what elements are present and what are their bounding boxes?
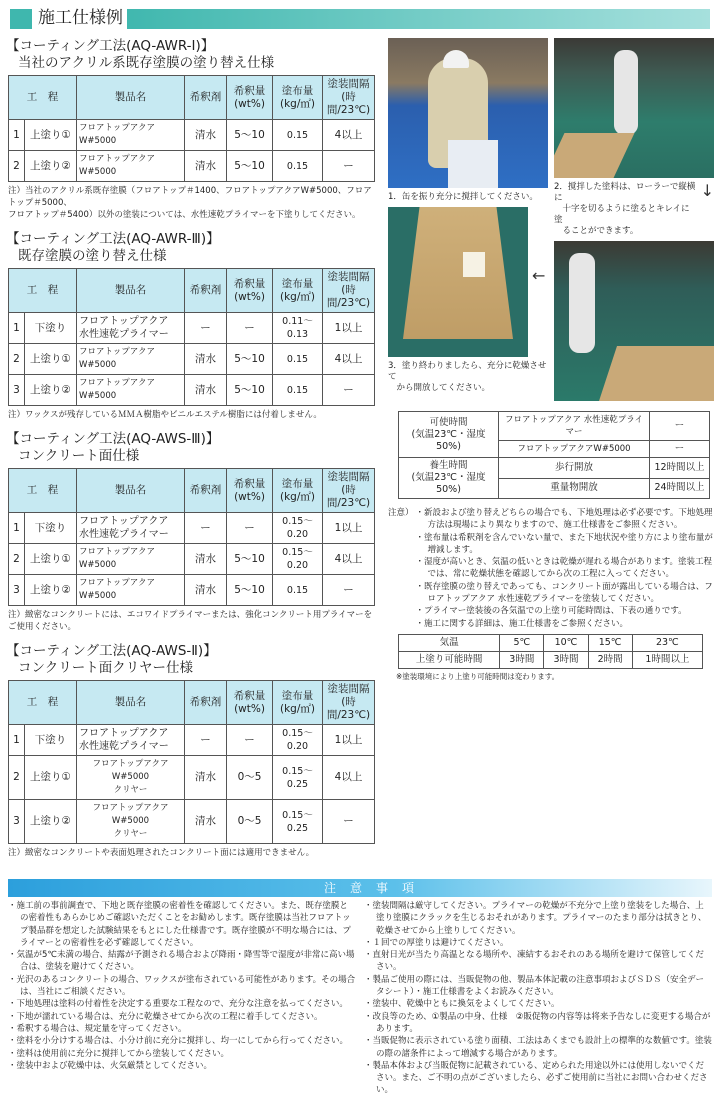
product-name: フロアトップアクアW#5000: [77, 575, 185, 606]
thinner: ー: [185, 313, 227, 344]
caution-item: ・ 下地処理は塗料の付着性を決定する重要な工程なので、充分な注意を払ってください。: [8, 998, 356, 1010]
step-name: 上塗り②: [25, 375, 77, 406]
table-row: [9, 313, 375, 344]
recoat-value: 2時間: [588, 651, 632, 668]
interval: 4以上: [323, 344, 375, 375]
product-name: フロアトップアクアW#5000: [77, 120, 185, 151]
thinner-ratio: ー: [227, 725, 273, 756]
header-square-decoration: [10, 9, 32, 29]
product-name: フロアトップアクア 水性速乾プライマー: [77, 725, 185, 756]
column-header: 工 程: [9, 469, 77, 513]
spec-table: [8, 680, 375, 844]
photo-rolling-floor: [554, 38, 714, 178]
column-header: 希釈量 (wt%): [227, 76, 273, 120]
step-number: 1: [9, 513, 25, 544]
cure-value: 24時間以上: [650, 478, 710, 499]
product-name: フロアトップアクアW#5000 クリヤー: [77, 800, 185, 844]
caution-list-right: [364, 900, 712, 1097]
step-number: 3: [9, 575, 25, 606]
step-name: 上塗り②: [25, 800, 77, 844]
caution-item: ・ 光沢のあるコンクリートの場合、ワックスが塗布されている可能性があります。その場合は、当社にご相談ください。: [8, 974, 356, 999]
column-header: 製品名: [77, 76, 185, 120]
thinner-ratio: 5〜10: [227, 544, 273, 575]
step-name: 下塗り: [25, 513, 77, 544]
photo-column-left: [388, 38, 548, 401]
column-header: 塗装間隔 (時間/23℃): [323, 269, 375, 313]
page-title: 施工仕様例: [38, 6, 127, 30]
pot-value: ー: [650, 441, 710, 458]
table-row: [9, 513, 375, 544]
spec-section-3: [6, 431, 380, 633]
recoat-value: 23℃: [632, 634, 702, 651]
caution-item: ・ 施工に関する詳細は、施工仕様書をご参照ください。: [416, 618, 714, 630]
column-header: 希釈剤: [185, 269, 227, 313]
recoat-value: 10℃: [544, 634, 588, 651]
coverage: 0.15〜0.20: [273, 725, 323, 756]
table-row: [9, 120, 375, 151]
coverage: 0.11〜0.13: [273, 313, 323, 344]
section-title: 【コーティング工法(AQ-AWS-Ⅲ)】: [6, 431, 220, 447]
caution-item: ・ 当販促物に表示されている塗り面積、工法はあくまでも設計上の標準的な数値です。塗装の際の諸条件によって増減する場合があります。: [364, 1035, 712, 1060]
column-header: 製品名: [77, 681, 185, 725]
recoat-value: 5℃: [500, 634, 544, 651]
thinner-ratio: 0〜5: [227, 756, 273, 800]
recoat-row: [399, 634, 703, 651]
caution-notes-block: [388, 507, 714, 630]
caution-item: ・ 既存塗膜の塗り替えであっても、コンクリート面が露出している場合は、フロアトップアクア 水性速乾プライマーを塗装してください。: [416, 581, 714, 606]
spec-table: [8, 75, 375, 182]
section-title: 【コーティング工法(AQ-AWS-Ⅱ)】: [6, 643, 217, 659]
thinner: ー: [185, 725, 227, 756]
caution-item: ・ 製品ご使用の際には、当販促物の他、製品本体記載の注意事項およびＳＤＳ（安全データシート）・施工仕様書をよくお読みください。: [364, 974, 712, 999]
step-number: 1: [9, 313, 25, 344]
caution-item: ・ １回での厚塗りは避けてください。: [364, 937, 712, 949]
procedure-column: [388, 38, 714, 682]
coverage: 0.15〜0.20: [273, 513, 323, 544]
spec-section-2: [6, 231, 380, 421]
step-number: 3: [9, 375, 25, 406]
step-name: 上塗り②: [25, 151, 77, 182]
coverage: 0.15〜0.25: [273, 800, 323, 844]
photo-caption-1: 1．缶を振り充分に撹拌してください。: [388, 192, 538, 202]
table-row: [9, 725, 375, 756]
caution-item: ・ 塗装中、乾燥中ともに換気をよくしてください。: [364, 998, 712, 1010]
thinner: 清水: [185, 375, 227, 406]
caution-prefix: 注意）: [388, 508, 414, 518]
step-number: 1: [9, 120, 25, 151]
step-name: 上塗り①: [25, 344, 77, 375]
pot-life-label: 可使時間 (気温23℃・湿度50%): [399, 412, 499, 458]
table-row: [9, 151, 375, 182]
step-name: 下塗り: [25, 313, 77, 344]
caution-notes-right: [416, 507, 714, 630]
section-note: 注）緻密なコンクリートや表面処理されたコンクリート面には適用できません。: [8, 848, 315, 858]
product-name: フロアトップアクアW#5000: [77, 151, 185, 182]
column-header: 希釈剤: [185, 681, 227, 725]
step-number: 3: [9, 800, 25, 844]
coverage: 0.15〜0.20: [273, 544, 323, 575]
thinner: ー: [185, 513, 227, 544]
caution-item: ・ 塗料を小分けする場合は、小分け前に充分に撹拌し、均一にしてから行ってください。: [8, 1035, 356, 1047]
thinner: 清水: [185, 575, 227, 606]
thinner-ratio: 5〜10: [227, 151, 273, 182]
column-header: 希釈量 (wt%): [227, 681, 273, 725]
table-header-row: [9, 76, 375, 120]
thinner-ratio: 5〜10: [227, 575, 273, 606]
caution-item: ・ 塗布量は希釈剤を含んでいない量で、また下地状況や塗り方により塗布量が増減します。: [416, 532, 714, 557]
recoat-value: 3時間: [544, 651, 588, 668]
spec-section-4: [6, 643, 380, 859]
section-title: 【コーティング工法(AQ-AWR-Ⅰ)】: [6, 38, 215, 54]
section-subtitle: 当社のアクリル系既存塗膜の塗り替え仕様: [18, 55, 275, 71]
section-note: 注）当社のアクリル系既存塗膜（フロアトップ＃1400、フロアトップアクアW#5000、フロアトップ＃5000、 フロアトップ＃5400）以外の塗装については、水性速乾プライマーを下塗りしてください。: [8, 186, 372, 220]
table-row: [9, 800, 375, 844]
table-header-row: [9, 681, 375, 725]
step-number: 1: [9, 725, 25, 756]
caution-item: ・ 気温が5℃未満の場合、結露が予測される場合および降雨・降雪等で湿度が非常に高い場合は、塗装を避けてください。: [8, 949, 356, 974]
coverage: 0.15: [273, 575, 323, 606]
recoat-value: 15℃: [588, 634, 632, 651]
arrow-down-icon: ↓: [700, 181, 714, 200]
section-subtitle: 既存塗膜の塗り替え仕様: [18, 248, 167, 264]
thinner: 清水: [185, 120, 227, 151]
column-header: 塗布量 (kg/㎡): [273, 469, 323, 513]
table-row: [9, 756, 375, 800]
section-subtitle: コンクリート面仕様: [18, 448, 140, 464]
thinner: 清水: [185, 151, 227, 182]
spec-column: [6, 38, 380, 869]
caution-lists: [0, 897, 720, 1105]
column-header: 工 程: [9, 681, 77, 725]
caution-item: ・ 下地が濡れている場合は、充分に乾燥させてから次の工程に着手してください。: [8, 1011, 356, 1023]
column-header: 塗布量 (kg/㎡): [273, 269, 323, 313]
column-header: 希釈量 (wt%): [227, 469, 273, 513]
thinner-ratio: 5〜10: [227, 375, 273, 406]
interval: 4以上: [323, 544, 375, 575]
recoat-value: 1時間以上: [632, 651, 702, 668]
caution-item: ・ 塗料は使用前に充分に撹拌してから塗装してください。: [8, 1048, 356, 1060]
table-row: [9, 344, 375, 375]
product-name: フロアトップアクア 水性速乾プライマー: [77, 513, 185, 544]
product-name: フロアトップアクアW#5000: [77, 344, 185, 375]
main-content: [0, 30, 720, 869]
thinner-ratio: 5〜10: [227, 120, 273, 151]
arrow-left-icon: ←: [532, 266, 546, 285]
time-table: [398, 411, 710, 499]
photo-column-right: [554, 38, 714, 401]
product-name: フロアトップアクアW#5000 クリヤー: [77, 756, 185, 800]
pot-product: フロアトップアクア 水性速乾プライマー: [499, 412, 650, 441]
column-header: 塗布量 (kg/㎡): [273, 681, 323, 725]
section-note: 注）ワックスが残存しているＭＭＡ樹脂やビニルエステル樹脂には付着しません。: [8, 410, 322, 420]
interval: ー: [323, 375, 375, 406]
coverage: 0.15: [273, 120, 323, 151]
photo-stirring-can: [388, 38, 548, 188]
caution-item: ・ プライマー塗装後の各気温での上塗り可能時間は、下表の通りです。: [416, 605, 714, 617]
photo-caption-3: 3．塗り終わりましたら、充分に乾燥させて から開放してください。: [388, 361, 547, 393]
caution-item: ・ 新設および塗り替えどちらの場合でも、下地処理は必ず必要です。下地処理方法は現場により異なりますので、施工仕様書をご参照ください。: [416, 507, 714, 532]
column-header: 希釈量 (wt%): [227, 269, 273, 313]
thinner: 清水: [185, 344, 227, 375]
page-header: [8, 6, 712, 30]
product-name: フロアトップアクアW#5000: [77, 544, 185, 575]
cure-type: 重量物開放: [499, 478, 650, 499]
caution-list-left: [8, 900, 356, 1097]
table-header-row: [9, 469, 375, 513]
step-name: 上塗り①: [25, 756, 77, 800]
step-name: 上塗り①: [25, 120, 77, 151]
spec-table: [8, 468, 375, 606]
spec-section-1: [6, 38, 380, 221]
interval: ー: [323, 151, 375, 182]
recoat-label: 上塗り可能時間: [399, 651, 500, 668]
table-row: [9, 575, 375, 606]
table-row: [9, 544, 375, 575]
caution-banner: [8, 879, 712, 897]
thinner-ratio: 0〜5: [227, 800, 273, 844]
step-name: 下塗り: [25, 725, 77, 756]
cure-type: 歩行開放: [499, 458, 650, 479]
coverage: 0.15: [273, 344, 323, 375]
caution-item: ・ 施工前の事前調査で、下地と既存塗膜の密着性を確認してください。また、既存塗膜との密着性もあらかじめご確認いただくことをお勧めします。既存塗膜は当社フロアトップ製品群を想定した試験結果をもとにした仕様書です。既存塗膜が不明な場合には、プライマーとの密着性を必ず確認してください。: [8, 900, 356, 949]
interval: 4以上: [323, 120, 375, 151]
column-header: 工 程: [9, 269, 77, 313]
photo-steps: [388, 38, 714, 401]
column-header: 希釈剤: [185, 469, 227, 513]
caption-row-2: [554, 182, 714, 237]
caution-item: ・ 塗装中および乾燥中は、火気厳禁としてください。: [8, 1060, 356, 1072]
step-number: 2: [9, 151, 25, 182]
caution-item: ・ 直射日光が当たり高温となる場所や、凍結するおそれのある場所を避けて保管してください。: [364, 949, 712, 974]
caution-banner-title: 注意事項: [324, 881, 429, 895]
thinner: 清水: [185, 544, 227, 575]
cure-time-label: 養生時間 (気温23℃・湿度50%): [399, 458, 499, 499]
thinner-ratio: 5〜10: [227, 344, 273, 375]
column-header: 製品名: [77, 269, 185, 313]
thinner: 清水: [185, 756, 227, 800]
cure-value: 12時間以上: [650, 458, 710, 479]
header-gradient-bar: [120, 9, 710, 29]
thinner: 清水: [185, 800, 227, 844]
photo-finished-floor: [388, 207, 528, 357]
section-subtitle: コンクリート面クリヤー仕様: [18, 660, 193, 676]
photo-caption-2: 2．撹拌した塗料は、ローラーで縦横に 十字を切るように塗るとキレイに塗 ることができます。: [554, 182, 696, 236]
step-number: 2: [9, 344, 25, 375]
coverage: 0.15: [273, 151, 323, 182]
caution-item: ・ 塗装間隔は厳守してください。プライマーの乾燥が不充分で上塗り塗装をした場合、上塗り塗膜にクラックを生じるおそれがあります。プライマーのたまり部分は拭きとり、乾燥させてから上塗りしてください。: [364, 900, 712, 937]
column-header: 塗装間隔 (時間/23℃): [323, 76, 375, 120]
recoat-table: [398, 634, 703, 669]
thinner-ratio: ー: [227, 313, 273, 344]
column-header: 塗装間隔 (時間/23℃): [323, 681, 375, 725]
coverage: 0.15: [273, 375, 323, 406]
step-number: 2: [9, 756, 25, 800]
product-name: フロアトップアクアW#5000: [77, 375, 185, 406]
step-number: 2: [9, 544, 25, 575]
photo-row-3: [388, 207, 548, 357]
interval: 1以上: [323, 313, 375, 344]
column-header: 塗布量 (kg/㎡): [273, 76, 323, 120]
step-name: 上塗り②: [25, 575, 77, 606]
product-name: フロアトップアクア 水性速乾プライマー: [77, 313, 185, 344]
caution-item: ・ 製品本体および当販促物に記載されている、定められた用途以外には使用しないでください。また、ご不明の点がございましたら、必ずご使用前に当社にお問い合わせください。: [364, 1060, 712, 1097]
thinner-ratio: ー: [227, 513, 273, 544]
section-note: 注）緻密なコンクリートには、エコワイドプライマーまたは、強化コンクリート用プライマーをご使用ください。: [8, 610, 373, 632]
recoat-label: 気温: [399, 634, 500, 651]
column-header: 塗装間隔 (時間/23℃): [323, 469, 375, 513]
pot-product: フロアトップアクアW#5000: [499, 441, 650, 458]
interval: ー: [323, 575, 375, 606]
pot-value: ー: [650, 412, 710, 441]
interval: 1以上: [323, 513, 375, 544]
step-name: 上塗り①: [25, 544, 77, 575]
caution-item: ・ 改良等のため、①製品の中身、仕様 ②販促物の内容等は将来予告なしに変更する場合があります。: [364, 1011, 712, 1036]
coverage: 0.15〜0.25: [273, 756, 323, 800]
recoat-note: ※塗装環境により上塗り可能時間は変わります。: [396, 671, 560, 681]
caution-item: ・ 希釈する場合は、規定量を守ってください。: [8, 1023, 356, 1035]
recoat-value: 3時間: [500, 651, 544, 668]
interval: 1以上: [323, 725, 375, 756]
column-header: 製品名: [77, 469, 185, 513]
recoat-row: [399, 651, 703, 668]
table-row: [9, 375, 375, 406]
caution-item: ・ 湿度が高いとき、気温の低いときは乾燥が遅れる場合があります。塗装工程では、常に乾燥状態を確認してから次の工程に入ってください。: [416, 556, 714, 581]
photo-applying-coat: [554, 241, 714, 401]
spec-table: [8, 268, 375, 406]
column-header: 希釈剤: [185, 76, 227, 120]
section-title: 【コーティング工法(AQ-AWR-Ⅲ)】: [6, 231, 220, 247]
interval: 4以上: [323, 756, 375, 800]
column-header: 工 程: [9, 76, 77, 120]
interval: ー: [323, 800, 375, 844]
table-header-row: [9, 269, 375, 313]
